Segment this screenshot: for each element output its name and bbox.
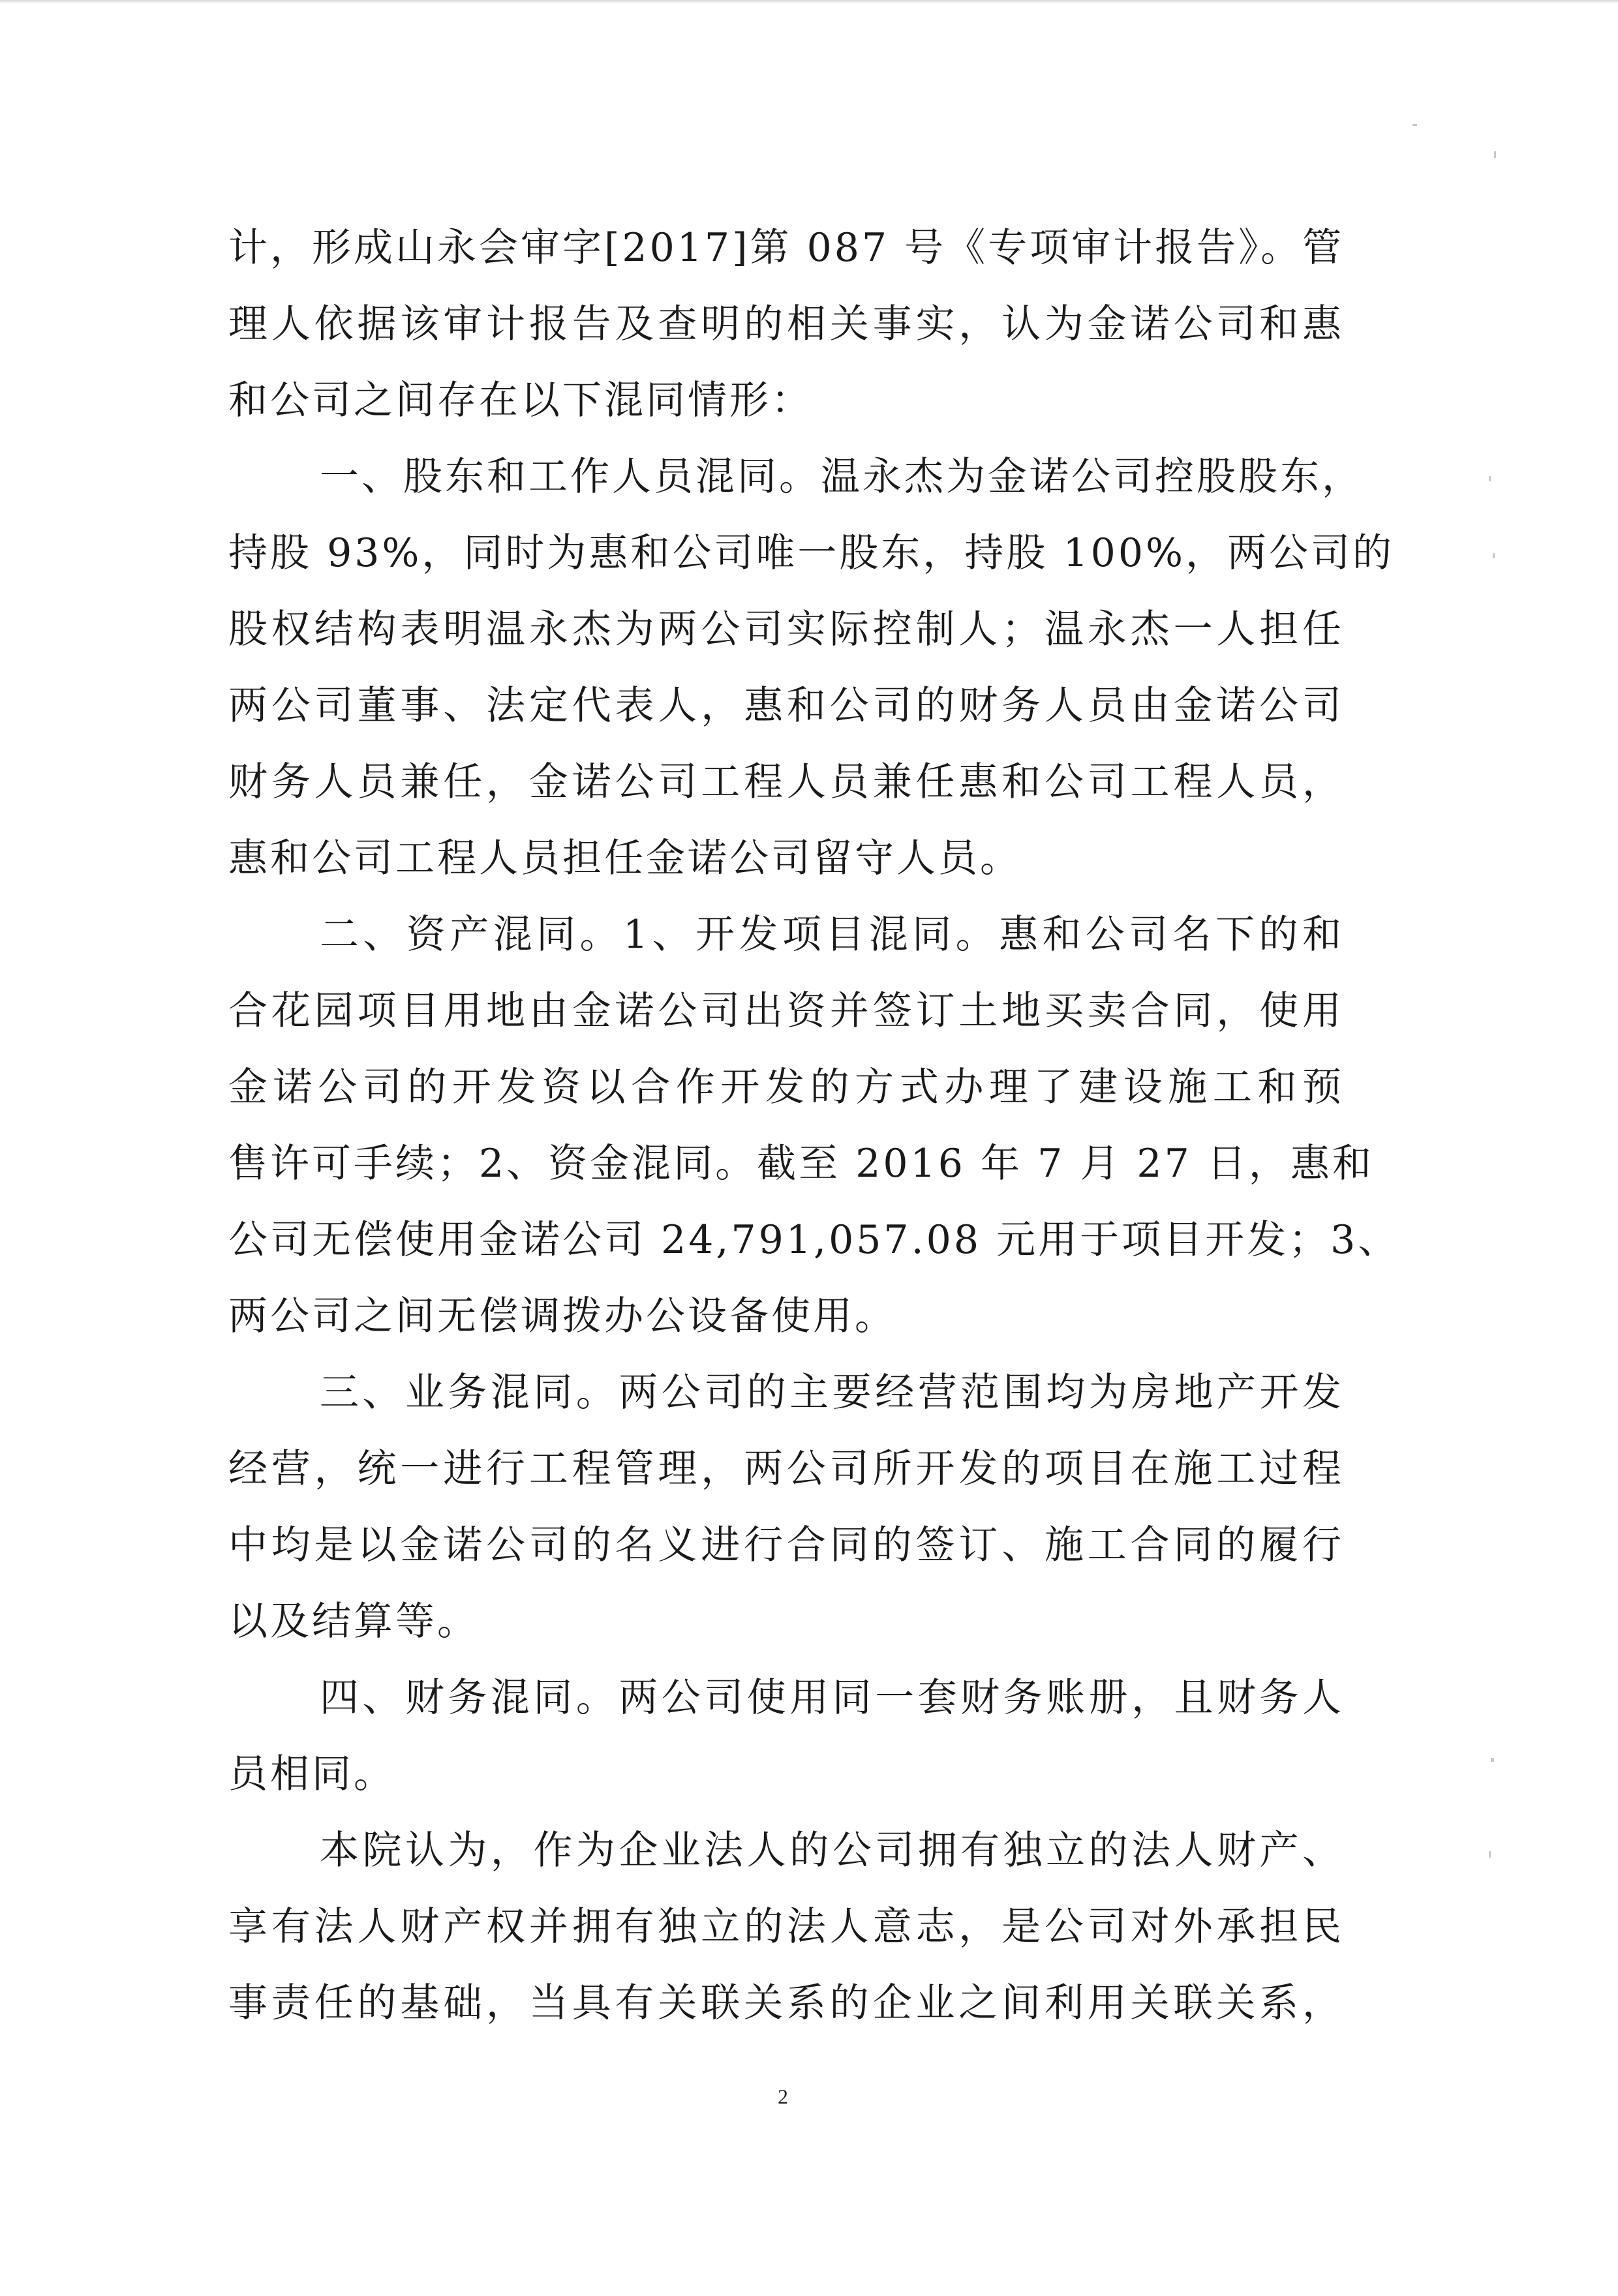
text-line: 惠和公司工程人员担任金诺公司留守人员。 [228, 836, 1022, 881]
paragraph-start-line: 三、业务混同。两公司的主要经营范围均为房地产开发 [320, 1370, 1344, 1415]
scan-speck [1493, 553, 1495, 558]
text-line: 理人依据该审计报告及查明的相关事实，认为金诺公司和惠 [228, 301, 1344, 347]
text-line: 计，形成山永会审字[2017]第 087 号《专项审计报告》。管 [228, 225, 1345, 271]
scan-speck [1412, 124, 1417, 126]
body-text [228, 210, 1400, 2042]
text-line: 股权结构表明温永杰为两公司实际控制人；温永杰一人担任 [228, 607, 1344, 652]
text-line: 两公司董事、法定代表人，惠和公司的财务人员由金诺公司 [228, 683, 1344, 729]
text-line: 两公司之间无偿调拨办公设备使用。 [228, 1293, 896, 1339]
paragraph-start-line: 本院认为，作为企业法人的公司拥有独立的法人财产、 [320, 1828, 1344, 1873]
text-line: 和公司之间存在以下混同情形： [228, 378, 813, 423]
text-line: 中均是以金诺公司的名义进行合同的签订、施工合同的履行 [228, 1522, 1344, 1568]
page-number: 2 [778, 2085, 788, 2108]
scan-speck [1489, 1851, 1491, 1858]
text-line: 合花园项目用地由金诺公司出资并签订土地买卖合同，使用 [228, 988, 1344, 1034]
text-line: 金诺公司的开发资以合作开发的方式办理了建设施工和预 [228, 1065, 1344, 1110]
text-line: 持股 93%，同时为惠和公司唯一股东，持股 100%，两公司的 [228, 530, 1395, 576]
text-line: 员相同。 [228, 1751, 395, 1797]
paragraph-start-line: 一、股东和工作人员混同。温永杰为金诺公司控股股东， [320, 454, 1364, 500]
text-line: 事责任的基础，当具有关联关系的企业之间利用关联关系， [228, 1980, 1344, 2026]
scan-speck [1489, 476, 1491, 481]
text-line: 经营，统一进行工程管理，两公司所开发的项目在施工过程 [228, 1446, 1344, 1492]
text-line: 以及结算等。 [228, 1599, 479, 1644]
scan-edge [0, 0, 1618, 4]
text-line: 公司无偿使用金诺公司 24,791,057.08 元用于项目开发；3、 [228, 1217, 1400, 1263]
scan-speck [1491, 1758, 1494, 1762]
text-line: 享有法人财产权并拥有独立的法人意志，是公司对外承担民 [228, 1904, 1344, 1950]
text-line: 售许可手续；2、资金混同。截至 2016 年 7 月 27 日，惠和 [228, 1141, 1374, 1186]
paragraph-start-line: 二、资产混同。1、开发项目混同。惠和公司名下的和 [320, 912, 1344, 958]
scan-speck [1494, 151, 1496, 158]
paragraph-start-line: 四、财务混同。两公司使用同一套财务账册，且财务人 [320, 1675, 1344, 1721]
text-line: 财务人员兼任，金诺公司工程人员兼任惠和公司工程人员， [228, 759, 1344, 805]
